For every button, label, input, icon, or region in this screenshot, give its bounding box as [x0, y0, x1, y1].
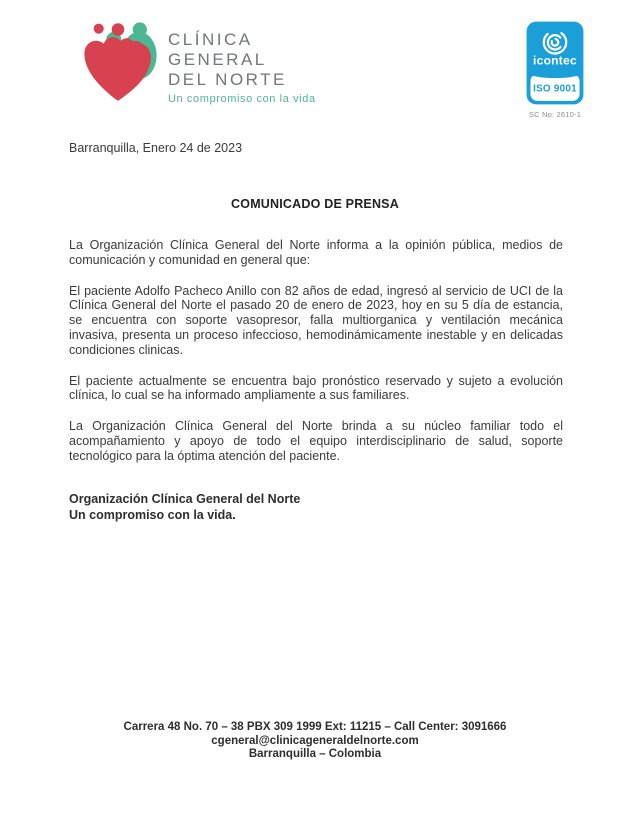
paragraph-patient-status: El paciente Adolfo Pacheco Anillo con 82 años de edad, ingresó al servicio de UCI de la Clínica General del Norte el pasado 20 de enero de 2023, hoy en su 5 día de estancia, se encuentra con soporte vasopresor, falla multiorganica y ventilación mecánica invasiva, presenta un proceso infeccioso, hemodinámicamente inestable y en delicadas condiciones clinicas. [69, 283, 563, 357]
clinic-name-line-3: DEL NORTE [168, 70, 287, 89]
clinic-name-line-2: GENERAL [168, 50, 267, 69]
paragraph-intro: La Organización Clínica General del Norte informa a la opinión pública, medios de comunicación y comunidad en general que: [69, 238, 563, 267]
footer-email: cgeneral@clinicageneraldelnorte.com [211, 734, 419, 747]
clinic-logo-text [168, 30, 316, 105]
clinic-name-line-1: CLÍNICA [168, 30, 253, 49]
heart-logo-icon [76, 16, 160, 106]
signature-block [69, 491, 300, 523]
icontec-iso9001-icon [524, 20, 586, 106]
certificate-number: SC No: 2610-1 [528, 110, 582, 119]
letter-footer [0, 721, 630, 762]
paragraph-prognosis: El paciente actualmente se encuentra bajo pronóstico reservado y sujeto a evolución clínica, lo cual se ha informado ampliamente a sus familiares. [69, 373, 563, 403]
signature-motto: Un compromiso con la vida. [69, 508, 236, 522]
footer-address-phone: Carrera 48 No. 70 – 38 PBX 309 1999 Ext: 11215 – Call Center: 3091666 [123, 721, 507, 733]
paragraph-support: La Organización Clínica General del Norte brinda a su núcleo familiar todo el acompañamiento y apoyo de todo el equipo interdisciplinario de salud, soporte tecnológico para la óptima atención del paciente. [69, 419, 563, 463]
iso9001-label: ISO 9001 [533, 83, 577, 95]
footer-city-country: Barranquilla – Colombia [248, 748, 382, 760]
dateline: Barranquilla, Enero 24 de 2023 [69, 141, 243, 155]
clinic-logo [76, 16, 316, 106]
signature-org-name: Organización Clínica General del Norte [69, 492, 301, 506]
icontec-brand-label: icontec [533, 53, 577, 68]
letter-body [69, 238, 563, 480]
document-title: COMUNICADO DE PRENSA [231, 197, 399, 211]
clinic-tagline: Un compromiso con la vida [168, 93, 316, 105]
letterhead [76, 16, 586, 119]
icontec-certification-badge [524, 20, 586, 119]
